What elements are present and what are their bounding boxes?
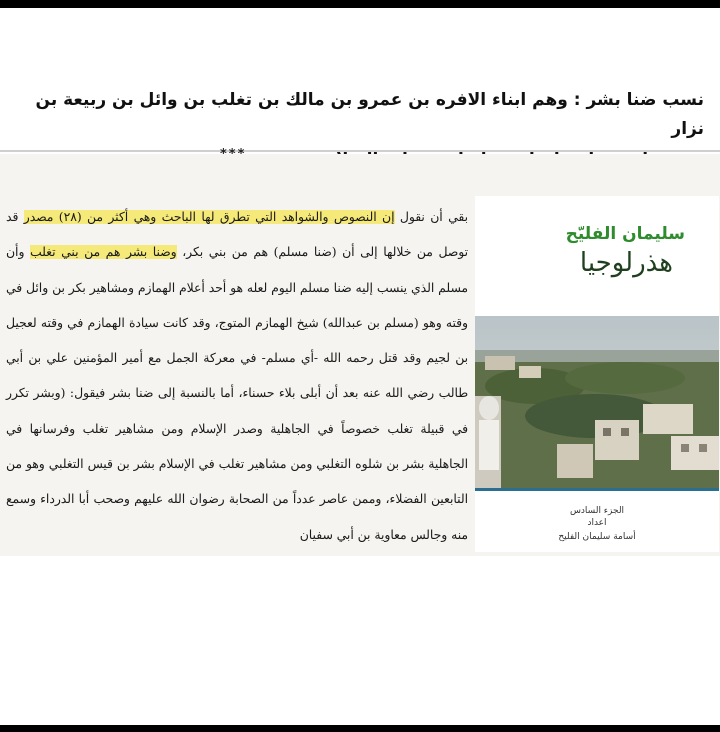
highlight-taghlib: وضنا بشر هم من بني تغلب <box>30 245 177 260</box>
book-author: سليمان الفليّح <box>565 224 685 244</box>
book-prepared-by: اعداد <box>587 518 607 528</box>
excerpt-text <box>6 200 468 553</box>
cover-photo <box>475 316 719 491</box>
excerpt-middle: قد توصل من خلالها إلى أن (ضنا مسلم) هم من بني بكر، <box>6 210 468 260</box>
divider <box>0 150 720 152</box>
town-photo-illustration <box>475 316 719 488</box>
book-part: الجزء السادس <box>569 506 625 516</box>
heading-line-1: نسب ضنا بشر : وهم ابناء الافره بن عمرو بن مالك بن تغلب بن وائل بن ربيعة بن نزار <box>35 90 704 139</box>
book-title: هذرلوجيا <box>579 248 673 278</box>
highlight-sources: إن النصوص والشواهد التي تطرق لها الباحث وهي أكثر من (٢٨) مصدر <box>23 210 395 224</box>
excerpt-intro: بقي أن نقول <box>394 210 468 224</box>
book-editor-name: أسامة سليمان الفليح <box>558 532 636 542</box>
excerpt-body: وأن مسلم الذي ينسب إليه ضنا مسلم اليوم لعله هو أحد أعلام الهمازم ومشاهير بكر بن وائل في وقته وهو (مسلم بن عبدالله) شيخ الهمازم المتوج، وقد كانت سيادة الهمازم في وقته لعجيل بن لجيم وقد قتل رحمه الله -أي مسلم- في معركة الجمل مع أمير المؤمنين علي بن أبي طالب رضي الله عنه بعد أن أبلى بلاء حسناء، أما بالنسبة إلى ضنا بشر فيقول: (وبشر تكرر في قبيلة تغلب خصوصاً في الجاهلية وصدر الإسلام ومن مشاهير تغلب وفرسانها في الجاهلية بشر بن شلوه التغلبي ومن مشاهير تغلب في الإسلام بشر بن قيس التغلبي وهو من التابعين الفضلاء، وممن عاصر عدداً من الصحابة رضوان الله عليهم وصحب أبا الدرداء وسمع منه وجالس معاوية بن أبي سفيان <box>6 245 468 542</box>
book-cover <box>475 196 719 552</box>
